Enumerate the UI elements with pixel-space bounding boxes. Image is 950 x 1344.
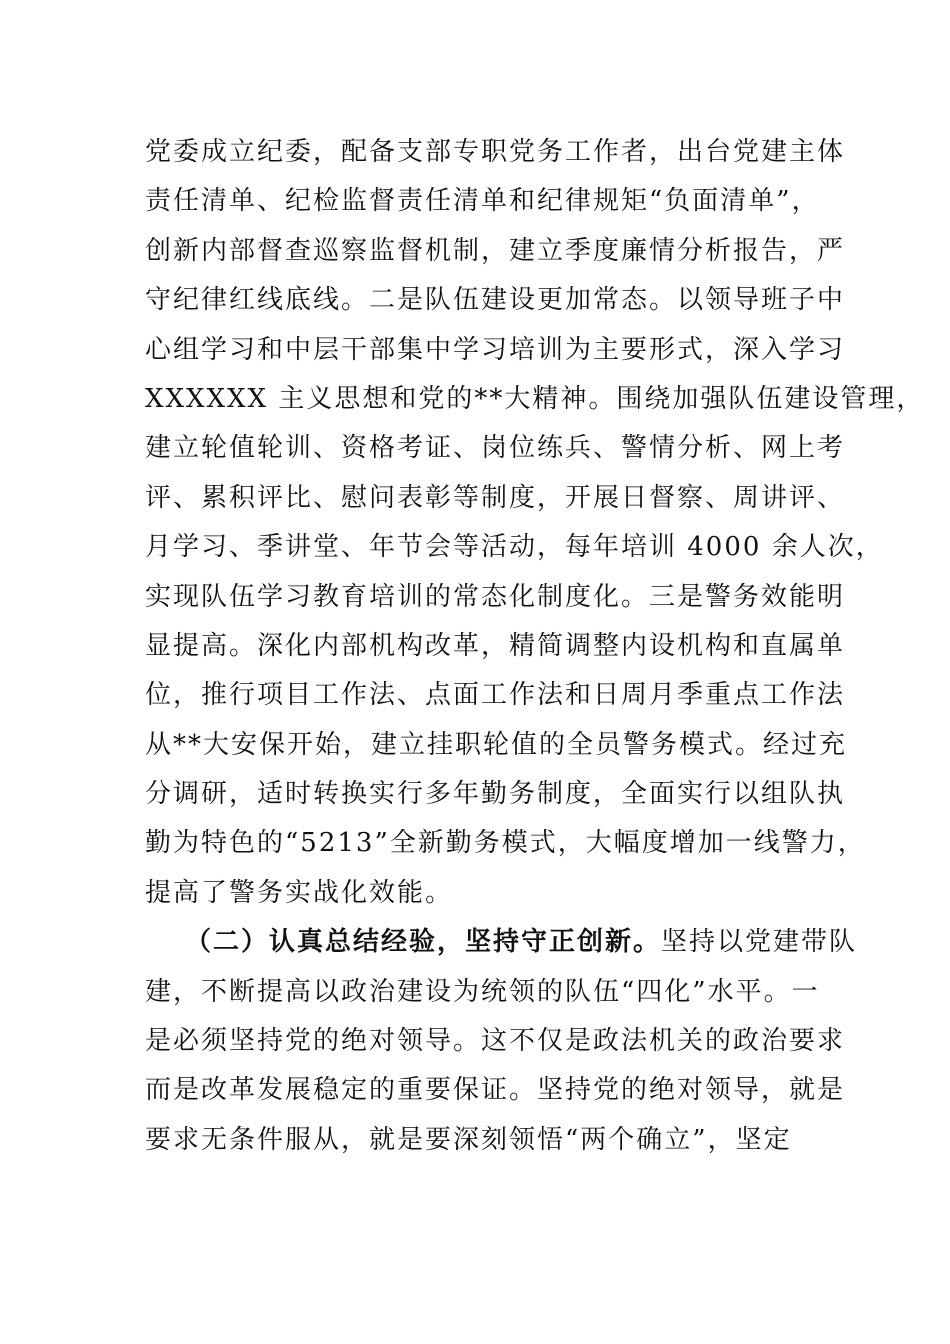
text-line: 党委成立纪委，配备支部专职党务工作者，出台党建主体 xyxy=(145,137,846,167)
text-line: 分调研，适时转换实行多年勤务制度，全面实行以组队执 xyxy=(145,779,846,810)
text-line: 建，不断提高以政治建设为统领的队伍“四化”水平。一 xyxy=(145,976,820,1007)
text-line: 守纪律红线底线。二是队伍建设更加常态。以领导班子中 xyxy=(145,285,846,316)
text-line: 要求无条件服从，就是要深刻领悟“两个确立”，坚定 xyxy=(145,1124,792,1155)
text-line: 月学习、季讲堂、年节会等活动，每年培训 4000 余人次， xyxy=(145,532,884,563)
text-line: 位，推行项目工作法、点面工作法和日周月季重点工作法 xyxy=(145,680,846,711)
text-line: XXXXXX 主义思想和党的**大精神。围绕加强队伍建设管理， xyxy=(145,383,925,414)
text-line: 从**大安保开始，建立挂职轮值的全员警务模式。经过充 xyxy=(145,729,848,760)
section-heading-line xyxy=(145,918,858,967)
text-line: 责任清单、纪检监督责任清单和纪律规矩“负面清单”， xyxy=(145,186,820,217)
text-line: 是必须坚持党的绝对领导。这不仅是政法机关的政治要求 xyxy=(145,1026,846,1057)
text-line: 显提高。深化内部机构改革，精简调整内设机构和直属单 xyxy=(145,630,846,661)
section-text: 坚持以党建带队 xyxy=(661,927,858,958)
text-line: 心组学习和中层干部集中学习培训为主要形式，深入学习 xyxy=(145,334,846,365)
text-line: 而是改革发展稳定的重要保证。坚持党的绝对领导，就是 xyxy=(145,1075,846,1106)
text-line: 评、累积评比、慰问表彰等制度，开展日督察、周讲评、 xyxy=(145,482,846,513)
text-line: 提高了警务实战化效能。 xyxy=(145,877,454,908)
text-line: 实现队伍学习教育培训的常态化制度化。三是警务效能明 xyxy=(145,581,846,612)
text-line: 建立轮值轮训、资格考证、岗位练兵、警情分析、网上考 xyxy=(145,433,846,464)
text-line: 创新内部督查巡察监督机制，建立季度廉情分析报告，严 xyxy=(145,235,846,266)
body-text xyxy=(145,128,925,1165)
text-line: 勤为特色的“5213”全新勤务模式，大幅度增加一线警力， xyxy=(145,828,866,859)
section-heading: （二）认真总结经验，坚持守正创新。 xyxy=(185,927,662,958)
